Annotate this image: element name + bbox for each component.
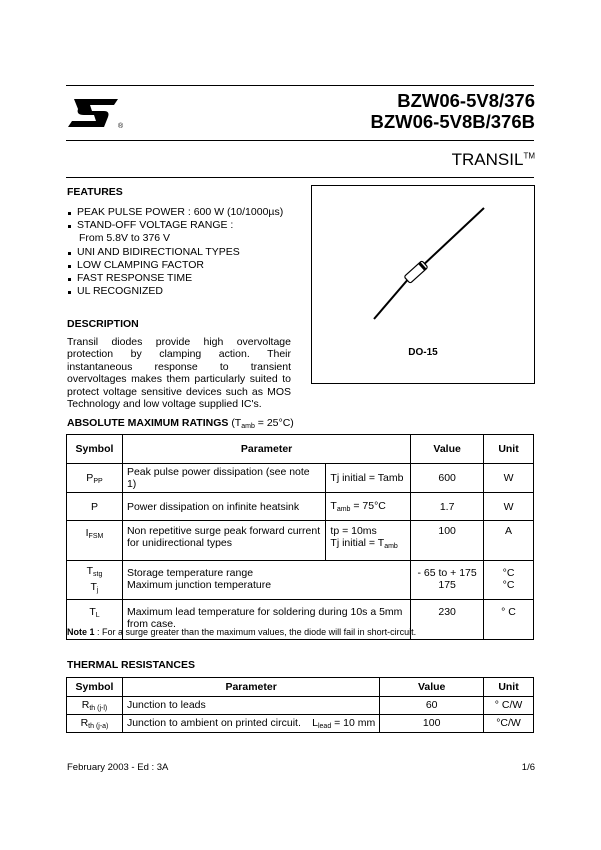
value-line: 175 (438, 579, 456, 591)
thermal-header-row (67, 678, 534, 697)
symbol: T (89, 606, 96, 618)
feature-item: LOW CLAMPING FACTOR (67, 259, 297, 272)
value-cell: 1.7 (411, 493, 484, 521)
thermal-heading: THERMAL RESISTANCES (67, 659, 195, 671)
value-line: - 65 to + 175 (417, 567, 477, 579)
symbol-sub: L (95, 612, 100, 619)
cond-suffix: = 75°C (350, 500, 386, 512)
amr-col-unit: Unit (484, 435, 534, 464)
value-cell (411, 561, 484, 600)
feature-range: From 5.8V to 376 V (79, 232, 171, 245)
parameter-condition (312, 717, 375, 730)
value-cell: 60 (380, 697, 484, 715)
symbol-sub: PP (93, 477, 103, 485)
thermal-col-symbol: Symbol (67, 678, 123, 697)
registered-mark: ® (118, 123, 124, 130)
product-name-text: TRANSIL (451, 150, 524, 169)
note-1 (67, 627, 416, 637)
thermal-col-value: Value (380, 678, 484, 697)
symbol-sub: th (j-a) (88, 723, 109, 730)
cond-sub: amb (336, 506, 351, 513)
feature-item: PEAK PULSE POWER : 600 W (10/1000µs) (67, 206, 297, 219)
cond-sub: lead (317, 723, 332, 730)
symbol-cell (67, 521, 123, 561)
trademark: TM (523, 151, 535, 161)
package-label: DO-15 (408, 347, 438, 358)
parameter-line: Storage temperature range (126, 567, 254, 579)
note-label: Note 1 (67, 627, 95, 637)
thermal-table (66, 677, 534, 733)
features-list (67, 206, 297, 298)
parameter-line: for unidirectional types (126, 537, 233, 549)
thermal-col-parameter: Parameter (122, 678, 379, 697)
amr-heading-text: ABSOLUTE MAXIMUM RATINGS (67, 417, 229, 429)
title-line-1: BZW06-5V8/376 (397, 90, 535, 111)
note-text: : For a surge greater than the maximum values, the diode will fail in short-circuit. (94, 627, 417, 637)
unit-line: °C (502, 579, 515, 591)
parameter-cell (122, 715, 379, 733)
symbol: T (90, 581, 97, 593)
parameter-line: Maximum lead temperature for soldering during 10s a 5mm (126, 606, 403, 618)
amr-cond-suffix: = 25°C) (254, 417, 294, 429)
parameter-line: Non repetitive surge peak forward current (126, 525, 321, 537)
title-rule (66, 140, 534, 141)
table-row (67, 561, 534, 600)
amr-header-row (67, 435, 534, 464)
parameter-line: from case. (126, 618, 176, 630)
unit-cell: A (484, 521, 534, 561)
cond-suffix: = 10 mm (331, 717, 376, 729)
condition-cell (326, 521, 411, 561)
cond-prefix: T (330, 500, 337, 512)
table-row (67, 464, 534, 493)
condition-line: tp = 10ms (330, 525, 377, 537)
title-line-2: BZW06-5V8B/376B (370, 111, 535, 132)
amr-heading (67, 417, 294, 430)
unit-cell: ° C (484, 600, 534, 640)
symbol-line (71, 565, 118, 581)
feature-item (67, 219, 297, 245)
features-heading: FEATURES (67, 186, 123, 198)
symbol-cell (67, 715, 123, 733)
package-figure (311, 185, 535, 384)
parameter-line: Maximum junction temperature (126, 579, 272, 591)
cond-prefix: L (312, 717, 318, 729)
feature-item: UL RECOGNIZED (67, 285, 297, 298)
symbol: R (80, 717, 89, 729)
feature-item: UNI AND BIDIRECTIONAL TYPES (67, 246, 297, 259)
footer-date: February 2003 - Ed : 3A (67, 762, 169, 773)
unit-cell: ° C/W (484, 697, 534, 715)
parameter-cell (122, 561, 410, 600)
description-heading: DESCRIPTION (67, 318, 139, 330)
symbol-sub: stg (93, 571, 103, 578)
top-rule (66, 85, 534, 86)
symbol-cell (67, 697, 123, 715)
table-row (67, 521, 534, 561)
cond-sub: amb (384, 543, 398, 550)
footer-page: 1/6 (521, 762, 535, 773)
symbol-line (71, 581, 118, 597)
amr-cond-sub: amb (241, 423, 255, 430)
part-number-title (370, 90, 535, 132)
table-row (67, 697, 534, 715)
cond-prefix: Tj initial = T (330, 537, 385, 549)
unit-line: °C (502, 567, 515, 579)
amr-col-value: Value (411, 435, 484, 464)
parameter-text: Junction to ambient on printed circuit. (126, 717, 301, 729)
unit-cell: W (484, 464, 534, 493)
symbol: P (86, 471, 94, 484)
description-text: Transil diodes provide high overvoltage protection by clamping action. Their instantaneous response to transient overvoltages makes them particularly suited to protect voltage sensitive devices such as MOS Technology and low voltage supplied IC's. (67, 336, 291, 411)
value-cell: 100 (411, 521, 484, 561)
parameter-cell: Junction to leads (122, 697, 379, 715)
amr-table (66, 434, 534, 640)
symbol-sub: j (96, 587, 99, 594)
symbol: T (86, 565, 94, 577)
amr-col-symbol: Symbol (67, 435, 123, 464)
symbol-cell: P (67, 493, 123, 521)
symbol-sub: FSM (88, 533, 104, 540)
unit-cell (484, 561, 534, 600)
parameter-cell: Peak pulse power dissipation (see note 1) (122, 464, 325, 493)
amr-heading-cond (231, 417, 293, 429)
parameter-cell (122, 521, 325, 561)
symbol-cell (67, 464, 123, 493)
table-row (67, 493, 534, 521)
product-name (452, 150, 535, 170)
condition-cell (326, 493, 411, 521)
amr-col-parameter: Parameter (122, 435, 410, 464)
symbol-sub: th (j-l) (89, 705, 108, 712)
parameter-cell: Power dissipation on infinite heatsink (122, 493, 325, 521)
symbol: R (81, 699, 90, 711)
symbol: I (85, 527, 89, 539)
amr-cond-prefix: (T (231, 417, 242, 429)
unit-cell: °C/W (484, 715, 534, 733)
feature-item: FAST RESPONSE TIME (67, 272, 297, 285)
value-cell: 230 (411, 600, 484, 640)
thermal-col-unit: Unit (484, 678, 534, 697)
value-cell: 600 (411, 464, 484, 493)
product-rule (66, 177, 534, 178)
condition-cell: Tj initial = Tamb (326, 464, 411, 493)
unit-cell: W (484, 493, 534, 521)
condition-line (330, 537, 406, 553)
st-logo (66, 93, 128, 133)
symbol-cell (67, 561, 123, 600)
table-row (67, 715, 534, 733)
feature-item-text: STAND-OFF VOLTAGE RANGE : (77, 219, 234, 232)
value-cell: 100 (380, 715, 484, 733)
